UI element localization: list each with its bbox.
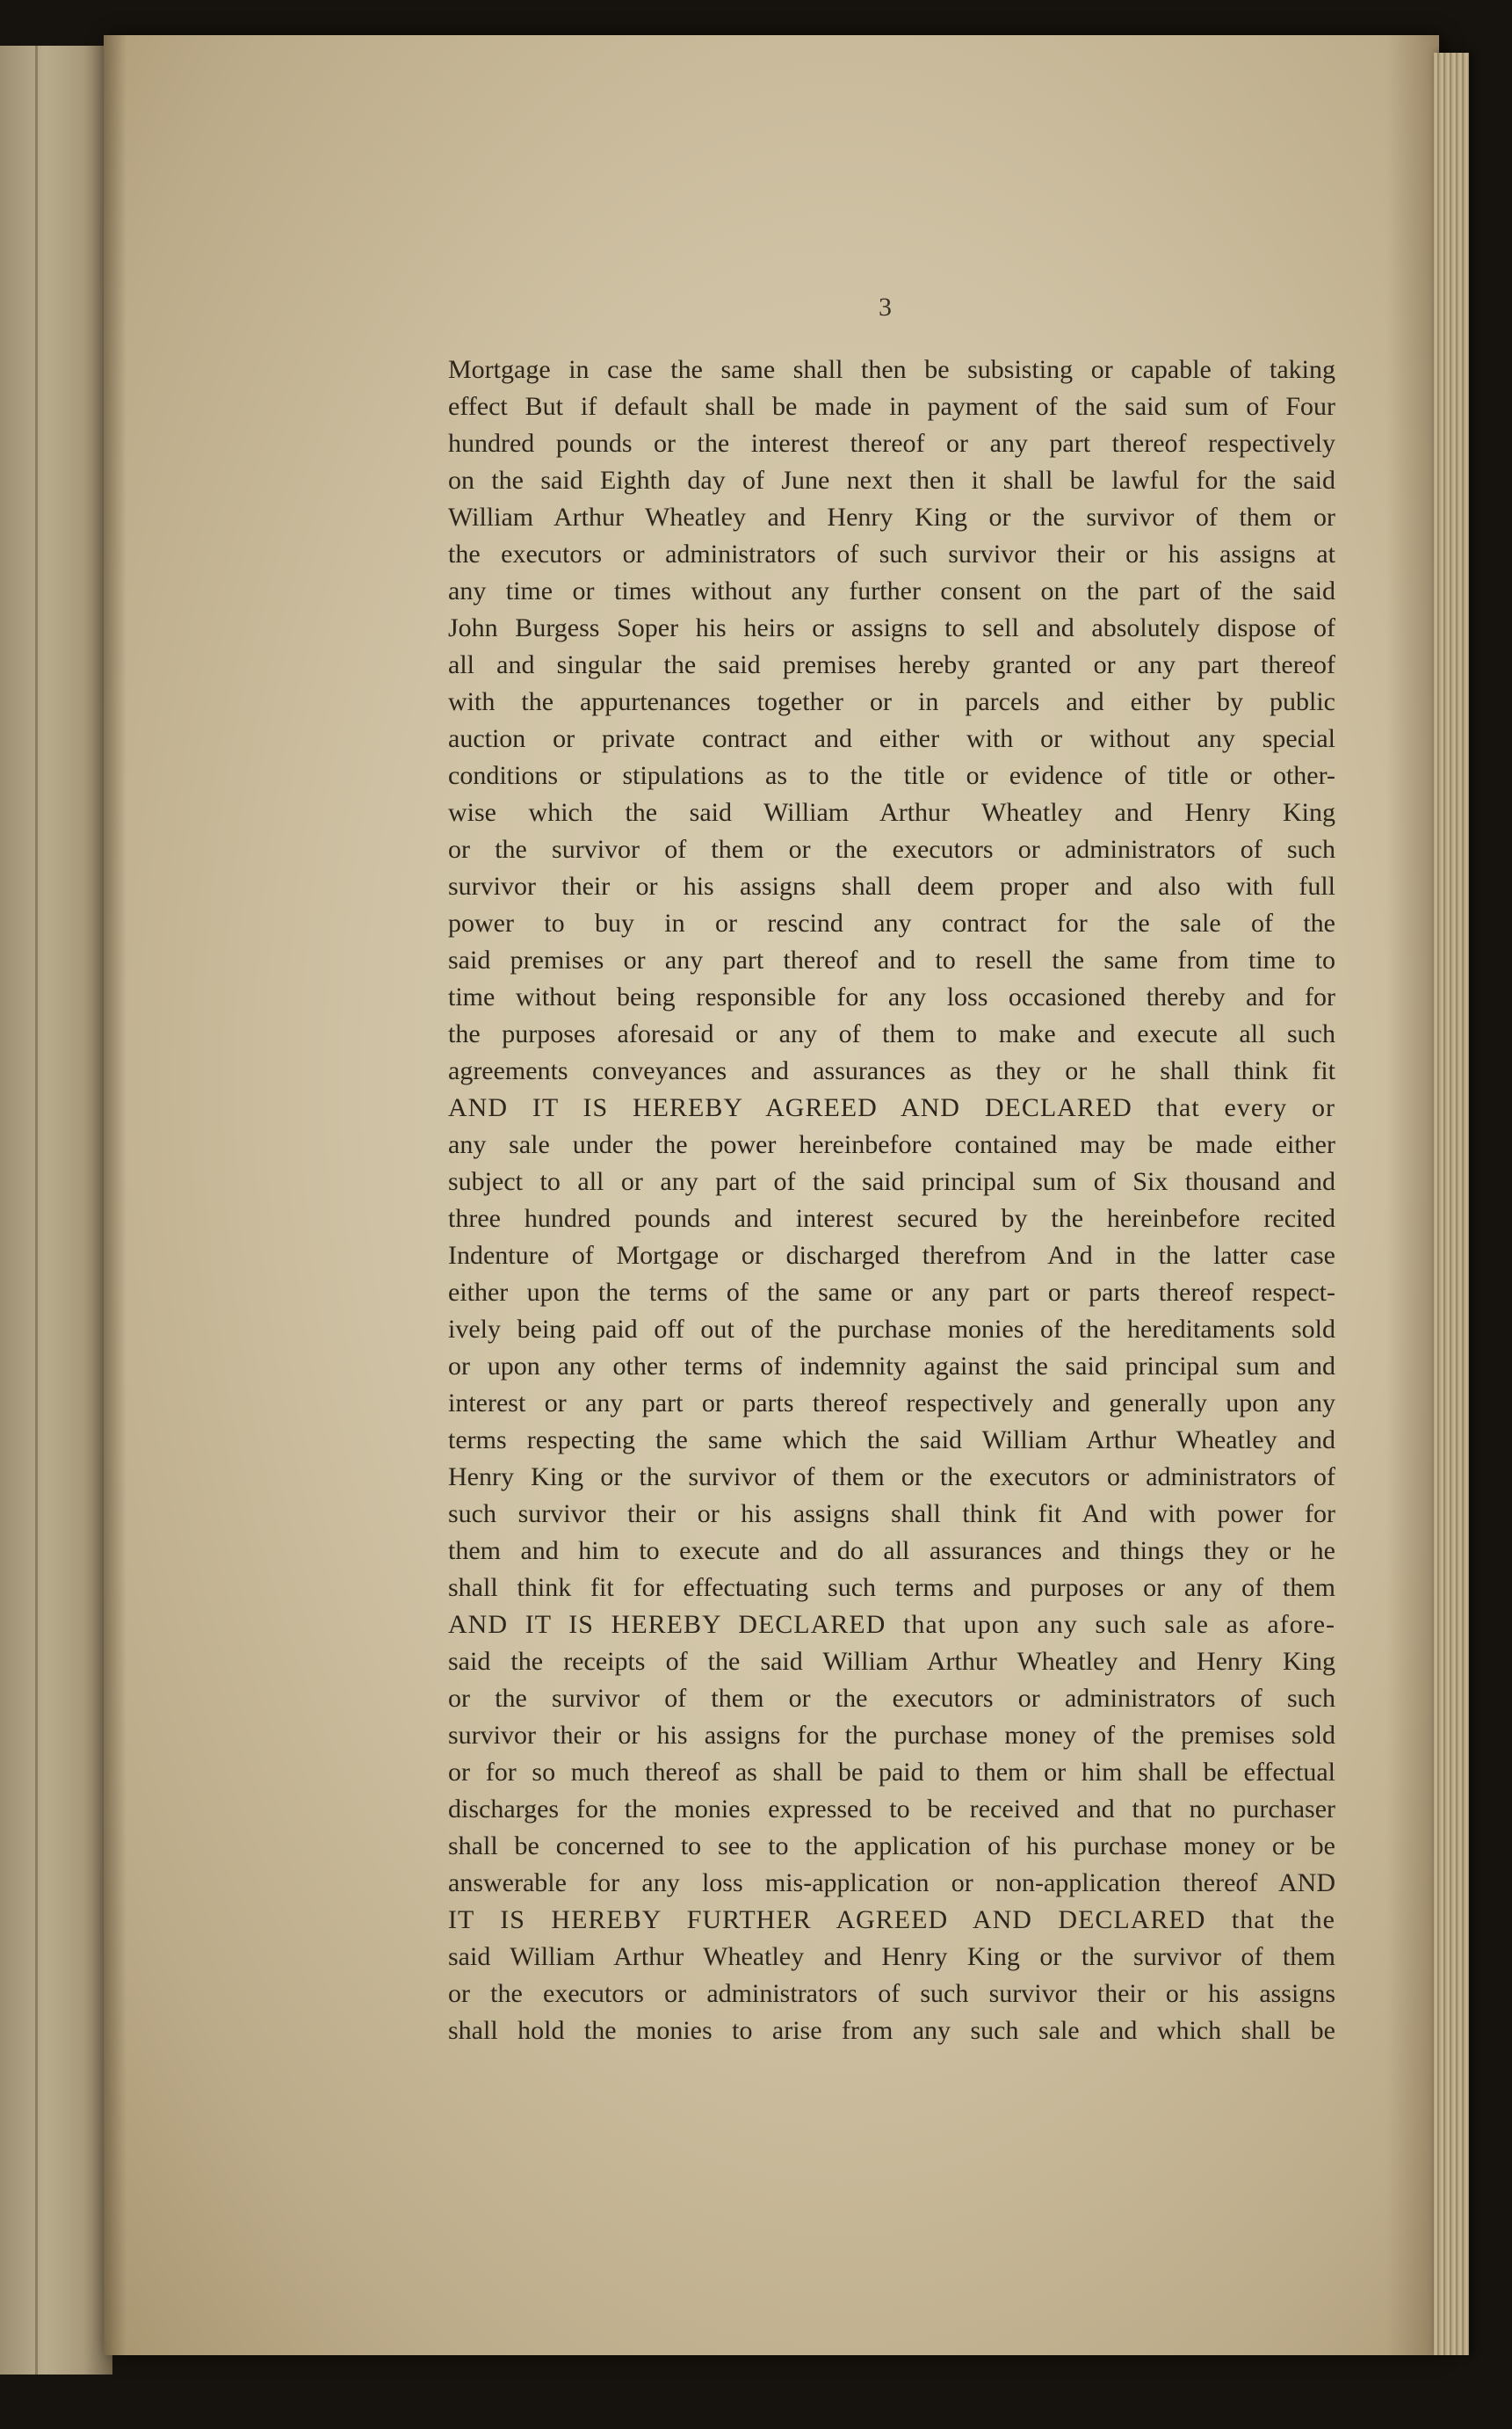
text-line: shall be concerned to see to the application of his purchase money or be — [448, 1831, 1335, 1860]
text-line: interest or any part or parts thereof respectively and generally upon any — [448, 1389, 1335, 1418]
text-line: such survivor their or his assigns shall think fit And with power for — [448, 1499, 1335, 1528]
body-text — [448, 352, 1335, 2049]
page-edge-shading — [1386, 35, 1439, 2355]
text-line: with the appurtenances together or in parcels and either by public — [448, 687, 1335, 716]
text-line: any time or times without any further consent on the part of the said — [448, 576, 1335, 605]
text-line: answerable for any loss mis-application or non-application thereof AND — [448, 1868, 1335, 1897]
text-line: Mortgage in case the same shall then be subsisting or capable of taking — [448, 355, 1335, 384]
text-line: or the survivor of them or the executors or administrators of such — [448, 835, 1335, 864]
text-line: conditions or stipulations as to the title or evidence of title or other- — [448, 761, 1335, 790]
text-line: or the survivor of them or the executors or administrators of such — [448, 1684, 1335, 1713]
text-line: AND IT IS HEREBY AGREED AND DECLARED that every or — [448, 1093, 1335, 1122]
text-line: time without being responsible for any loss occasioned thereby and for — [448, 982, 1335, 1011]
text-line: AND IT IS HEREBY DECLARED that upon any such sale as afore- — [448, 1610, 1335, 1639]
text-line: the purposes aforesaid or any of them to make and execute all such — [448, 1019, 1335, 1048]
text-line: shall hold the monies to arise from any such sale and which shall be — [448, 2016, 1335, 2045]
text-line: William Arthur Wheatley and Henry King or the survivor of them or — [448, 503, 1335, 532]
text-line: hundred pounds or the interest thereof or any part thereof respectively — [448, 429, 1335, 458]
page-gutter-shadow — [104, 35, 127, 2355]
text-line: survivor their or his assigns for the purchase money of the premises sold — [448, 1721, 1335, 1750]
text-line: effect But if default shall be made in payment of the said sum of Four — [448, 392, 1335, 421]
text-line: agreements conveyances and assurances as they or he shall think fit — [448, 1056, 1335, 1085]
text-line: Henry King or the survivor of them or the executors or administrators of — [448, 1462, 1335, 1491]
page-number: 3 — [879, 293, 892, 322]
text-line: shall think fit for effectuating such terms and purposes or any of them — [448, 1573, 1335, 1602]
text-line: the executors or administrators of such survivor their or his assigns at — [448, 540, 1335, 569]
text-line: three hundred pounds and interest secured by the hereinbefore recited — [448, 1204, 1335, 1233]
text-line: John Burgess Soper his heirs or assigns to sell and absolutely dispose of — [448, 613, 1335, 642]
text-line: discharges for the monies expressed to be received and that no purchaser — [448, 1795, 1335, 1824]
text-line: or upon any other terms of indemnity against the said principal sum and — [448, 1352, 1335, 1381]
text-line: Indenture of Mortgage or discharged therefrom And in the latter case — [448, 1241, 1335, 1270]
text-line: any sale under the power hereinbefore contained may be made either — [448, 1130, 1335, 1159]
text-line: auction or private contract and either with or without any special — [448, 724, 1335, 753]
text-line: wise which the said William Arthur Wheatley and Henry King — [448, 798, 1335, 827]
text-line: them and him to execute and do all assurances and things they or he — [448, 1536, 1335, 1565]
text-line: said premises or any part thereof and to resell the same from time to — [448, 946, 1335, 975]
text-line: survivor their or his assigns shall deem proper and also with full — [448, 872, 1335, 901]
text-line: or for so much thereof as shall be paid to them or him shall be effectual — [448, 1758, 1335, 1787]
text-line: ively being paid off out of the purchase monies of the hereditaments sold — [448, 1315, 1335, 1344]
text-line: said the receipts of the said William Arthur Wheatley and Henry King — [448, 1647, 1335, 1676]
text-line: IT IS HEREBY FURTHER AGREED AND DECLARED that the — [448, 1905, 1335, 1934]
text-line: all and singular the said premises hereby granted or any part thereof — [448, 650, 1335, 679]
text-line: power to buy in or rescind any contract for the sale of the — [448, 909, 1335, 938]
text-line: subject to all or any part of the said principal sum of Six thousand and — [448, 1167, 1335, 1196]
text-line: or the executors or administrators of such survivor their or his assigns — [448, 1979, 1335, 2008]
previous-page-edge — [0, 46, 112, 2375]
text-line: terms respecting the same which the said William Arthur Wheatley and — [448, 1425, 1335, 1454]
text-line: on the said Eighth day of June next then it shall be lawful for the said — [448, 466, 1335, 495]
stacked-page-edges — [1434, 53, 1469, 2355]
text-line: either upon the terms of the same or any part or parts thereof respect- — [448, 1278, 1335, 1307]
text-line: said William Arthur Wheatley and Henry King or the survivor of them — [448, 1942, 1335, 1971]
